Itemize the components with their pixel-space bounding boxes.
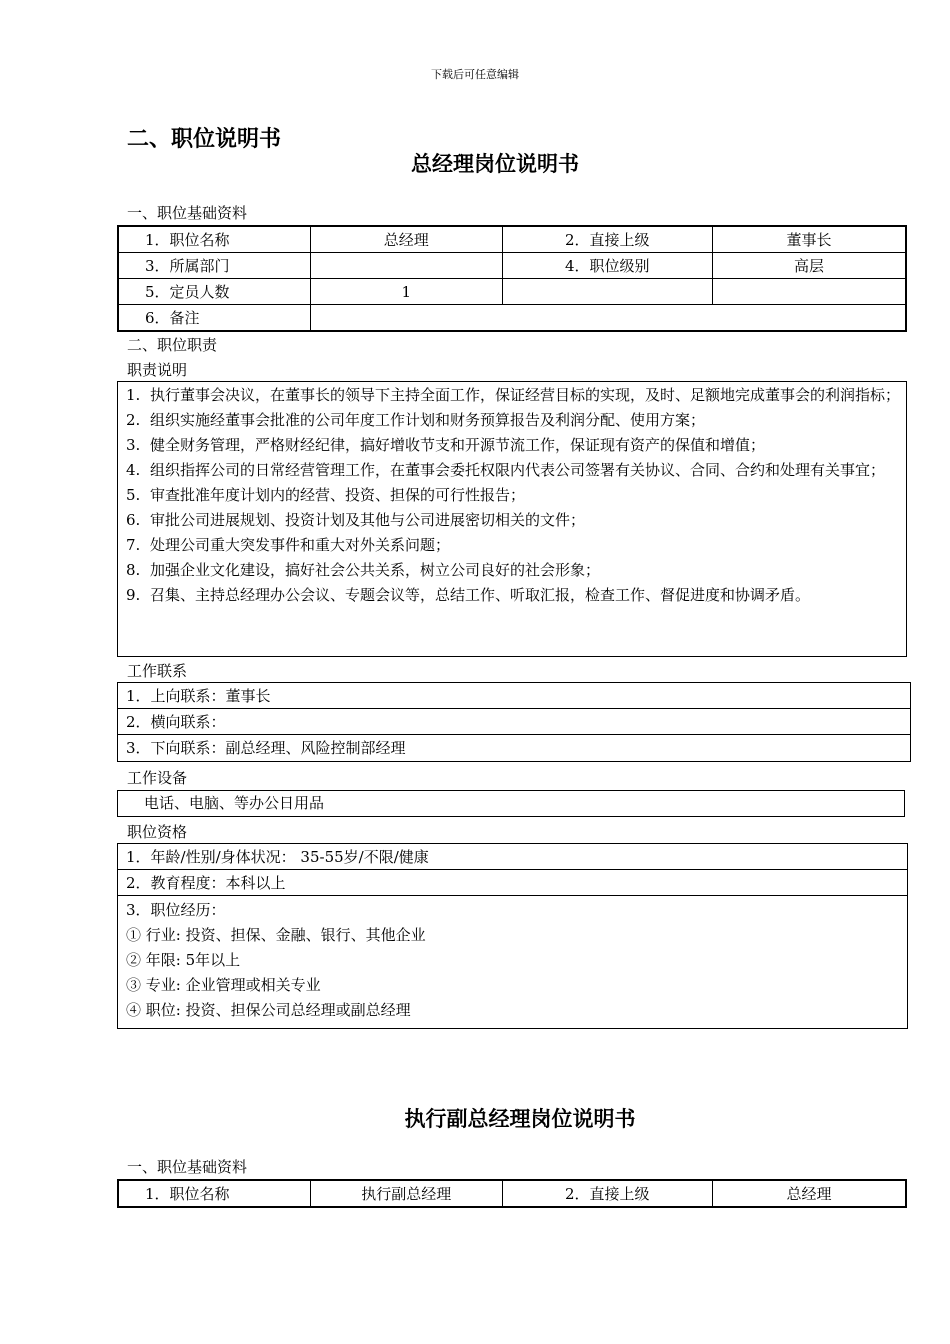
duty-item (118, 483, 906, 508)
doc-title-gm: 总经理岗位说明书 (411, 152, 579, 176)
duty-number: 5. (126, 486, 141, 504)
duty-text: 审批公司进展规划、投资计划及其他与公司进展密切相关的文件； (150, 511, 586, 529)
qualification-box (117, 843, 908, 1029)
table-cell: 总经理 (713, 1180, 907, 1207)
table-cell: 执行副总经理 (311, 1180, 502, 1207)
doc-title-evp: 执行副总经理岗位说明书 (404, 1107, 636, 1131)
duty-text: 组织指挥公司的日常经营管理工作，在董事会委托权限内代表公司签署有关协议、合同、合约和处理有关事宜； (150, 461, 886, 479)
table-cell: 1 (311, 279, 502, 305)
basic-info-table (117, 225, 907, 332)
experience-title: 3．职位经历： (126, 901, 226, 919)
duty-number: 1. (126, 386, 141, 404)
duty-item (118, 383, 906, 408)
duty-item (118, 433, 906, 458)
contact-row: 3．下向联系：副总经理、风险控制部经理 (126, 739, 406, 757)
experience-item: ② 年限: 5年以上 (126, 951, 241, 969)
contacts-box (117, 682, 911, 762)
evp-basic-info-table (117, 1179, 907, 1208)
table-cell (713, 279, 907, 305)
duty-item (118, 508, 906, 533)
qualification-row: 1．年龄/性别/身体状况： 35-55岁/不限/健康 (118, 844, 907, 870)
duty-number: 6. (126, 511, 141, 529)
duty-number: 4. (126, 461, 141, 479)
qualification-label: 职位资格 (127, 823, 188, 841)
table-row (118, 305, 906, 332)
duty-number: 3. (126, 436, 141, 454)
table-cell: 2．直接上级 (502, 226, 712, 253)
contact-row: 2．横向联系： (118, 709, 910, 735)
qualification-row: 2．教育程度：本科以上 (118, 870, 907, 896)
duty-item (118, 458, 906, 483)
note-value (311, 305, 906, 332)
section-title: 二、职位说明书 (127, 127, 282, 152)
contacts-label: 工作联系 (127, 662, 188, 680)
duty-item (118, 533, 906, 558)
equipment-label: 工作设备 (127, 769, 188, 787)
table-cell: 1．职位名称 (118, 226, 311, 253)
duty-item (118, 583, 906, 608)
evp-basic-info-label: 一、职位基础资料 (127, 1158, 248, 1176)
duty-number: 7. (126, 536, 141, 554)
table-cell (502, 279, 712, 305)
table-cell: 5．定员人数 (118, 279, 311, 305)
duty-text: 执行董事会决议，在董事长的领导下主持全面工作，保证经营目标的实现，及时、足额地完成董事会的利润指标； (150, 386, 901, 404)
table-row (118, 279, 906, 305)
table-cell: 4．职位级别 (502, 253, 712, 279)
table-cell: 3．所属部门 (118, 253, 311, 279)
experience-item: ① 行业: 投资、担保、金融、银行、其他企业 (126, 926, 426, 944)
header-note: 下载后可任意编辑 (431, 68, 519, 81)
table-cell: 董事长 (713, 226, 907, 253)
table-row (118, 1180, 906, 1207)
table-row (118, 226, 906, 253)
contact-row: 1．上向联系：董事长 (118, 683, 910, 709)
note-label: 6．备注 (118, 305, 311, 332)
duty-text: 组织实施经董事会批准的公司年度工作计划和财务预算报告及利润分配、使用方案； (150, 411, 706, 429)
table-cell: 2．直接上级 (502, 1180, 712, 1207)
table-cell (311, 253, 502, 279)
equipment-box: 电话、电脑、等办公日用品 (117, 790, 905, 817)
duty-text: 加强企业文化建设，搞好社会公共关系，树立公司良好的社会形象； (150, 561, 601, 579)
duty-item (118, 408, 906, 433)
duty-item (118, 558, 906, 583)
duty-text: 处理公司重大突发事件和重大对外关系问题； (150, 536, 451, 554)
duties-label: 职责说明 (127, 361, 188, 379)
duty-number: 8. (126, 561, 141, 579)
table-cell: 1．职位名称 (118, 1180, 311, 1207)
duty-text: 召集、主持总经理办公会议、专题会议等，总结工作、听取汇报，检查工作、督促进度和协调矛盾。 (150, 586, 811, 604)
basic-info-label: 一、职位基础资料 (127, 204, 248, 222)
duty-number: 9. (126, 586, 141, 604)
duty-number: 2. (126, 411, 141, 429)
table-cell: 高层 (713, 253, 907, 279)
experience-item: ③ 专业: 企业管理或相关专业 (126, 976, 321, 994)
table-row (118, 253, 906, 279)
duty-text: 审查批准年度计划内的经营、投资、担保的可行性报告； (150, 486, 526, 504)
duties-section-label: 二、职位职责 (127, 336, 218, 354)
table-cell: 总经理 (311, 226, 502, 253)
duties-box (117, 381, 907, 657)
duty-text: 健全财务管理，严格财经纪律，搞好增收节支和开源节流工作，保证现有资产的保值和增值； (150, 436, 766, 454)
experience-item: ④ 职位: 投资、担保公司总经理或副总经理 (126, 1001, 411, 1019)
